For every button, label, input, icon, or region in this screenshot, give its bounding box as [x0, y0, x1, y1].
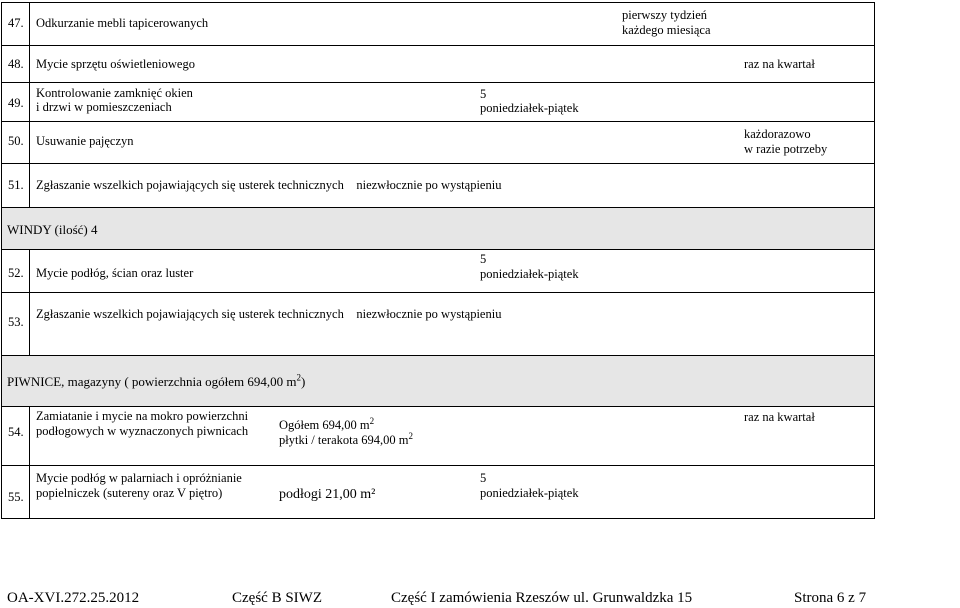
row-number: 55.: [8, 490, 24, 504]
task-text: Mycie podłóg, ścian oraz luster: [36, 266, 194, 280]
table-row: [1, 292, 875, 356]
frequency-text: każdorazowo: [744, 127, 811, 141]
row-number: 50.: [8, 134, 24, 148]
area-text: płytki / terakota 694,00 $m^2$: [279, 430, 413, 447]
task-text: Zamiatanie i mycie na mokro powierzchni: [36, 409, 249, 423]
section-header-elevators: [1, 207, 875, 250]
row-number: 48.: [8, 57, 24, 71]
frequency-text: każdego miesiąca: [622, 23, 711, 37]
footer-order: Część I zamówienia Rzeszów ul. Grunwaldzka 15: [391, 590, 693, 606]
task-text: Kontrolowanie zamknięć okien: [36, 86, 193, 100]
frequency-text: w razie potrzeby: [744, 142, 828, 156]
footer-page-number: Strona 6 z 7: [794, 590, 867, 606]
section-title: PIWNICE, magazyny ( powierzchnia ogółem 694,00 $m^2$): [7, 372, 306, 389]
task-text: Mycie podłóg w palarniach i opróżnianie: [36, 471, 242, 485]
frequency-text: pierwszy tydzień: [622, 8, 708, 22]
frequency-text: 5: [480, 252, 487, 266]
row-number: 51.: [8, 178, 24, 192]
task-text: i drzwi w pomieszczeniach: [36, 100, 172, 114]
row-number: 54.: [8, 425, 24, 439]
task-text: Mycie sprzętu oświetleniowego: [36, 57, 195, 71]
task-text: Odkurzanie mebli tapicerowanych: [36, 16, 209, 30]
frequency-text: 5: [480, 87, 487, 101]
row-number: 49.: [8, 96, 24, 110]
frequency-text: raz na kwartał: [744, 57, 815, 71]
row-number: 47.: [8, 16, 24, 30]
row-number: 53.: [8, 315, 24, 329]
frequency-text: poniedziałek-piątek: [480, 267, 579, 281]
row-number: 52.: [8, 266, 24, 280]
frequency-text: 5: [480, 471, 487, 485]
footer-reference: OA-XVI.272.25.2012: [7, 590, 140, 606]
section-title: WINDY (ilość) 4: [7, 222, 98, 237]
task-text: Usuwanie pajęczyn: [36, 134, 134, 148]
frequency-text: poniedziałek-piątek: [480, 486, 579, 500]
frequency-text: poniedziałek-piątek: [480, 101, 579, 115]
footer-part: Część B SIWZ: [232, 590, 322, 606]
task-text: podłogowych w wyznaczonych piwnicach: [36, 424, 249, 438]
task-text: popielniczek (sutereny oraz V piętro): [36, 486, 223, 500]
task-text: Zgłaszanie wszelkich pojawiających się usterek technicznych niezwłocznie po wystąpieniu: [36, 307, 502, 321]
task-text: Zgłaszanie wszelkich pojawiających się usterek technicznych niezwłocznie po wystąpieniu: [36, 178, 502, 192]
area-text: podłogi 21,00 m²: [279, 487, 376, 502]
area-text: Ogółem 694,00 $m^2$: [279, 415, 375, 432]
frequency-text: raz na kwartał: [744, 410, 815, 424]
